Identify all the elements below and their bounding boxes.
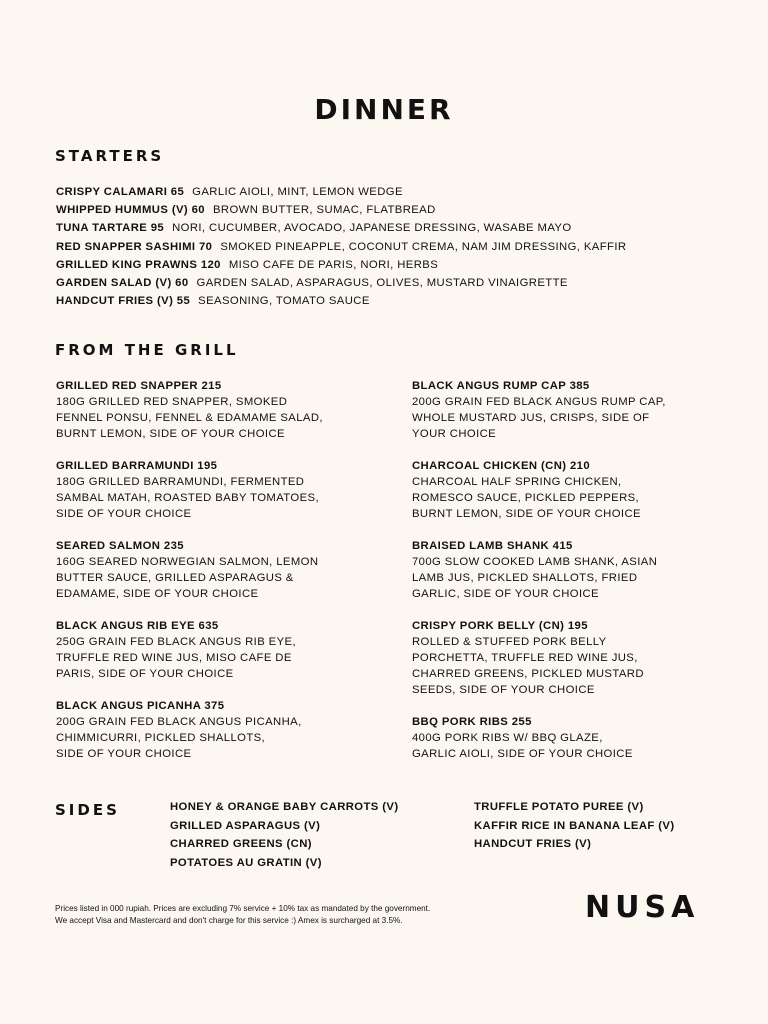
side-item: GRILLED ASPARAGUS (V): [170, 819, 321, 832]
grill-item: [412, 618, 742, 698]
grill-item-description: 180G GRILLED BARRAMUNDI, FERMENTED SAMBAL MATAH, ROASTED BABY TOMATOES, SIDE OF YOUR CHOICE: [56, 476, 319, 520]
starter-description: NORI, CUCUMBER, AVOCADO, JAPANESE DRESSING, WASABE MAYO: [172, 222, 572, 235]
grill-item-name: BLACK ANGUS RUMP CAP 385: [412, 380, 590, 392]
page-title: DINNER: [314, 93, 454, 126]
grill-heading: FROM THE GRILL: [55, 341, 239, 359]
starter-name: GARDEN SALAD (V) 60: [56, 276, 189, 289]
side-item: HONEY & ORANGE BABY CARROTS (V): [170, 801, 399, 813]
starter-name: TUNA TARTARE 95: [56, 222, 165, 235]
side-item: CHARRED GREENS (CN): [170, 838, 312, 850]
grill-item: [412, 378, 742, 442]
starter-name: RED SNAPPER SASHIMI 70: [56, 240, 213, 253]
side-item: KAFFIR RICE IN BANANA LEAF (V): [474, 819, 675, 832]
sides-heading: SIDES: [55, 801, 120, 819]
sides-column-b: [474, 798, 674, 854]
starter-name: HANDCUT FRIES (V) 55: [56, 295, 191, 308]
starter-item: [56, 183, 756, 201]
grill-item-name: CHARCOAL CHICKEN (CN) 210: [412, 460, 591, 472]
sides-column-a: [170, 798, 399, 872]
starter-item: [56, 292, 756, 310]
starter-item: [56, 201, 756, 219]
grill-item-description: CHARCOAL HALF SPRING CHICKEN, ROMESCO SAUCE, PICKLED PEPPERS, BURNT LEMON, SIDE OF YOUR CHOICE: [412, 476, 641, 520]
grill-item-description: 200G GRAIN FED BLACK ANGUS PICANHA, CHIMMICURRI, PICKLED SHALLOTS, SIDE OF YOUR CHOICE: [56, 716, 302, 760]
grill-item-description: 700G SLOW COOKED LAMB SHANK, ASIAN LAMB JUS, PICKLED SHALLOTS, FRIED GARLIC, SIDE OF YOUR CHOICE: [412, 556, 658, 600]
grill-item-name: CRISPY PORK BELLY (CN) 195: [412, 620, 588, 632]
grill-item: [412, 538, 742, 602]
grill-item-name: BBQ PORK RIBS 255: [412, 716, 532, 728]
grill-item-description: 180G GRILLED RED SNAPPER, SMOKED FENNEL PONSU, FENNEL & EDAMAME SALAD, BURNT LEMON, SIDE OF YOUR CHOICE: [56, 396, 323, 440]
starters-list: [56, 183, 756, 310]
starters-heading: STARTERS: [55, 147, 165, 165]
grill-item: [56, 618, 386, 682]
footnote-line: Prices listed in 000 rupiah. Prices are excluding 7% service + 10% tax as mandated by the government.: [55, 904, 431, 913]
grill-item-name: SEARED SALMON 235: [56, 540, 184, 552]
brand-logo: NUSA: [585, 890, 700, 925]
footnote-line: We accept Visa and Mastercard and don't charge for this service :) Amex is surcharged at 3.5%.: [55, 915, 403, 925]
grill-item: [412, 714, 742, 762]
grill-item-name: GRILLED RED SNAPPER 215: [56, 380, 222, 392]
starter-description: SMOKED PINEAPPLE, COCONUT CREMA, NAM JIM DRESSING, KAFFIR: [220, 240, 627, 253]
starter-description: MISO CAFE DE PARIS, NORI, HERBS: [228, 258, 439, 271]
starter-item: [56, 238, 756, 256]
starter-item: [56, 274, 756, 292]
grill-column-left: [56, 378, 386, 778]
grill-item: [56, 698, 386, 762]
grill-item-description: 400G PORK RIBS W/ BBQ GLAZE, GARLIC AIOLI, SIDE OF YOUR CHOICE: [412, 732, 633, 760]
starter-description: GARDEN SALAD, ASPARAGUS, OLIVES, MUSTARD VINAIGRETTE: [196, 276, 568, 289]
price-footnote: [55, 903, 525, 926]
side-item: TRUFFLE POTATO PUREE (V): [474, 801, 644, 813]
grill-item-description: 250G GRAIN FED BLACK ANGUS RIB EYE, TRUFFLE RED WINE JUS, MISO CAFE DE PARIS, SIDE OF YOUR CHOICE: [56, 636, 297, 680]
grill-item: [412, 458, 742, 522]
grill-item-description: ROLLED & STUFFED PORK BELLY PORCHETTA, TRUFFLE RED WINE JUS, CHARRED GREENS, PICKLED MUSTARD SEEDS, SIDE OF YOUR CHOICE: [412, 636, 644, 696]
starter-item: [56, 219, 756, 237]
grill-column-right: [412, 378, 742, 778]
grill-item-name: GRILLED BARRAMUNDI 195: [56, 460, 218, 472]
starter-description: GARLIC AIOLI, MINT, LEMON WEDGE: [192, 186, 403, 198]
starter-item: [56, 256, 756, 274]
grill-item: [56, 458, 386, 522]
grill-item-description: 200G GRAIN FED BLACK ANGUS RUMP CAP, WHOLE MUSTARD JUS, CRISPS, SIDE OF YOUR CHOICE: [412, 396, 666, 440]
grill-item-name: BLACK ANGUS RIB EYE 635: [56, 620, 219, 632]
grill-item: [56, 538, 386, 602]
side-item: POTATOES AU GRATIN (V): [170, 856, 322, 869]
grill-item-description: 160G SEARED NORWEGIAN SALMON, LEMON BUTTER SAUCE, GRILLED ASPARAGUS & EDAMAME, SIDE OF YOUR CHOICE: [56, 556, 319, 600]
grill-item-name: BRAISED LAMB SHANK 415: [412, 540, 573, 552]
starter-description: BROWN BUTTER, SUMAC, FLATBREAD: [213, 204, 436, 217]
starter-name: WHIPPED HUMMUS (V) 60: [56, 204, 205, 217]
starter-description: SEASONING, TOMATO SAUCE: [198, 295, 370, 308]
grill-item-name: BLACK ANGUS PICANHA 375: [56, 700, 225, 712]
starter-name: GRILLED KING PRAWNS 120: [56, 258, 221, 271]
grill-item: [56, 378, 386, 442]
side-item: HANDCUT FRIES (V): [474, 838, 592, 850]
starter-name: CRISPY CALAMARI 65: [56, 186, 185, 198]
